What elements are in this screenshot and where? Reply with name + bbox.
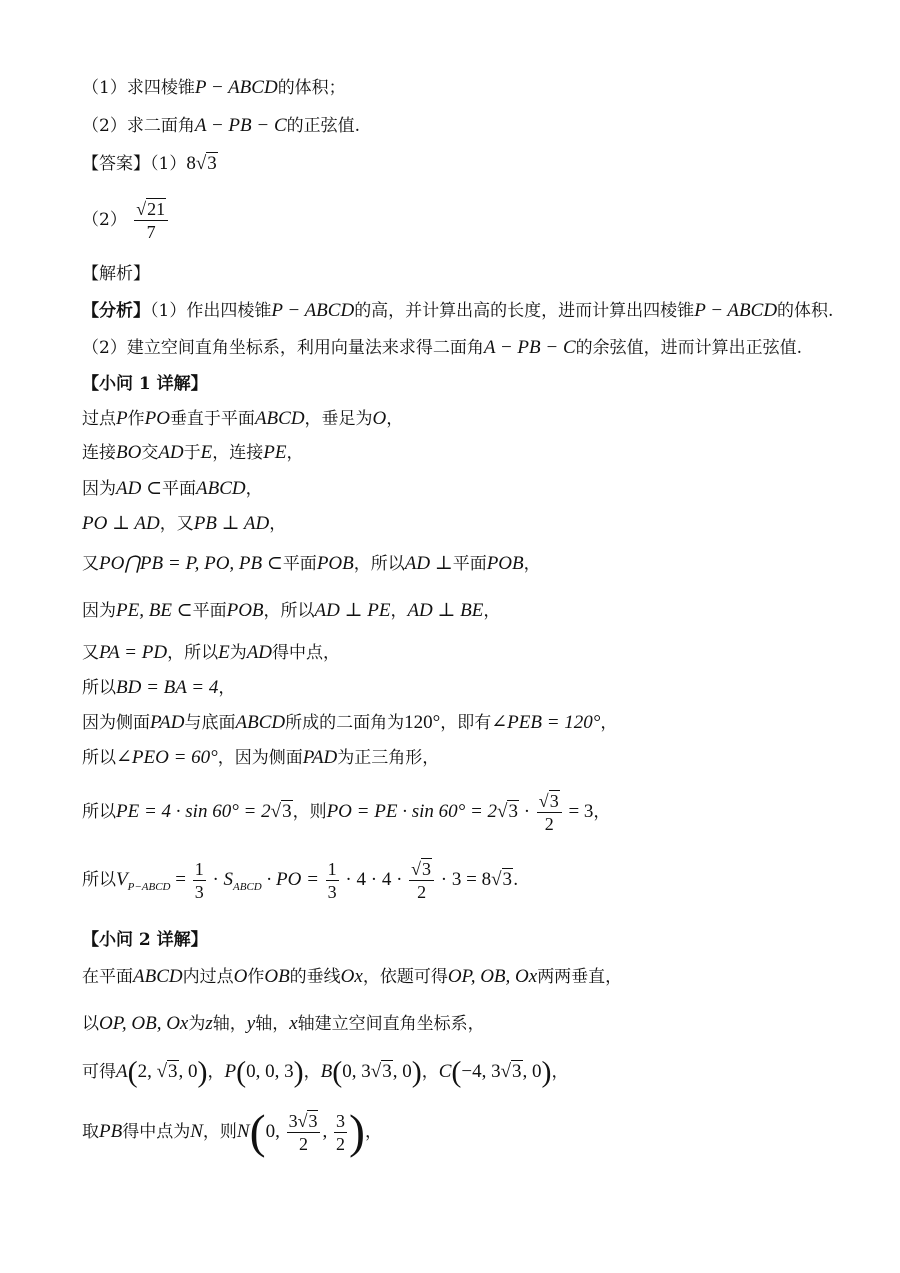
- math-symbol: [287, 1110, 321, 1133]
- math-symbol: ): [541, 1055, 552, 1089]
- text-fragment: 3: [335, 1111, 345, 1131]
- text-fragment: C: [438, 1061, 452, 1082]
- step-8: [82, 676, 235, 700]
- text-fragment: AD ⊂: [116, 478, 162, 499]
- text-fragment: ，则: [202, 1122, 237, 1142]
- text-fragment: OP, OB, Ox: [99, 1013, 189, 1034]
- text-fragment: ，: [386, 409, 404, 429]
- text-fragment: 过点: [82, 409, 116, 429]
- text-fragment: 【分析】: [82, 301, 150, 321]
- text-fragment: 所以: [82, 748, 116, 768]
- text-fragment: ，: [390, 601, 408, 621]
- text-fragment: ∠PEO = 60°: [116, 747, 218, 768]
- text-fragment: PAD: [302, 747, 338, 768]
- text-fragment: ABCD: [235, 712, 286, 733]
- step-11: [82, 788, 610, 836]
- text-fragment: A − PB − C: [483, 337, 576, 358]
- text-fragment: z: [205, 1013, 213, 1034]
- text-fragment: 因为: [82, 479, 116, 499]
- step-5: [82, 552, 541, 576]
- text-fragment: ，所以: [353, 554, 405, 574]
- math-symbol: ): [348, 1105, 365, 1159]
- text-fragment: P: [116, 408, 128, 429]
- text-fragment: , 0: [392, 1061, 412, 1082]
- text-fragment: 交: [141, 443, 159, 463]
- text-fragment: A − PB − C: [194, 115, 287, 136]
- step-1: [82, 407, 403, 431]
- text-fragment: 3: [327, 882, 337, 902]
- sqrt: √3: [538, 791, 559, 811]
- text-fragment: ，因为侧面: [217, 748, 303, 768]
- text-fragment: PE = 4 · sin 60° = 2: [116, 801, 271, 822]
- text-fragment: 3: [508, 801, 518, 822]
- text-fragment: O: [372, 408, 387, 429]
- math-symbol: (: [332, 1055, 343, 1089]
- text-fragment: =: [170, 869, 191, 890]
- sqrt: √3: [500, 1061, 522, 1082]
- step2-3: [82, 1052, 569, 1093]
- text-fragment: 又: [82, 554, 99, 574]
- text-fragment: ，: [218, 678, 236, 698]
- text-fragment: ABCD: [196, 478, 246, 499]
- text-fragment: x: [289, 1013, 298, 1034]
- text-fragment: AD: [158, 442, 184, 463]
- text-fragment: ABCD: [133, 966, 183, 987]
- text-fragment: ，: [593, 802, 611, 822]
- text-fragment: POB: [226, 600, 264, 621]
- sqrt: √3: [411, 859, 432, 879]
- text-fragment: 的正弦值.: [286, 116, 361, 136]
- text-fragment: 3: [422, 859, 432, 879]
- text-fragment: · PO =: [261, 869, 324, 890]
- sqrt: √3: [195, 153, 217, 174]
- text-fragment: 3: [502, 869, 513, 890]
- text-fragment: 于: [183, 443, 201, 463]
- text-fragment: PE: [263, 442, 287, 463]
- text-fragment: ，: [303, 1062, 321, 1082]
- text-fragment: 两两垂直，: [537, 967, 623, 987]
- text-fragment: ，: [245, 479, 263, 499]
- text-fragment: PA = PD: [99, 642, 168, 663]
- text-fragment: 轴，: [212, 1014, 247, 1034]
- text-fragment: （2）求二面角: [82, 116, 195, 136]
- text-fragment: P−ABCD: [127, 881, 171, 893]
- text-fragment: 3: [194, 882, 204, 902]
- text-fragment: PB ⊥ AD: [193, 513, 270, 534]
- text-fragment: AD: [246, 642, 273, 663]
- text-fragment: 的体积；: [277, 78, 346, 98]
- sqrt: √3: [370, 1061, 392, 1082]
- text-fragment: 2: [335, 1134, 345, 1154]
- math-symbol: ): [293, 1055, 304, 1089]
- step-9: [82, 711, 617, 735]
- text-fragment: BD = BA = 4: [116, 677, 219, 698]
- text-fragment: ,: [322, 1121, 332, 1142]
- text-fragment: 21: [147, 199, 166, 219]
- text-fragment: ·: [518, 801, 535, 822]
- sqrt: √3: [497, 801, 518, 822]
- text-fragment: 的高，并计算出高的长度，进而计算出四棱锥: [354, 301, 695, 321]
- text-fragment: PO⋂PB = P, PO, PB ⊂: [99, 553, 283, 574]
- text-fragment: 2: [544, 814, 554, 834]
- step-10: [82, 746, 439, 770]
- text-fragment: , 0: [522, 1061, 542, 1082]
- text-fragment: P: [224, 1061, 237, 1082]
- text-fragment: 3: [282, 801, 292, 822]
- text-fragment: 2: [299, 1134, 309, 1154]
- text-fragment: PO: [144, 408, 170, 429]
- text-fragment: ∠PEB = 120°: [491, 712, 601, 733]
- text-fragment: 取: [82, 1122, 99, 1142]
- sqrt: √3: [270, 801, 292, 822]
- text-fragment: 1: [327, 859, 337, 879]
- text-fragment: 因为: [82, 601, 116, 621]
- text-fragment: E: [200, 442, 213, 463]
- analysis-label: 【解析】: [82, 264, 150, 284]
- text-fragment: 120°: [404, 712, 441, 733]
- text-fragment: ，所以: [167, 643, 219, 663]
- fenxi-1: [82, 299, 833, 323]
- text-fragment: 得中点，: [272, 643, 341, 663]
- text-fragment: 又: [82, 643, 99, 663]
- text-fragment: 3: [207, 153, 217, 174]
- text-fragment: 0, 0, 3: [246, 1061, 294, 1082]
- text-fragment: 【答案】（1）: [82, 154, 187, 174]
- math-symbol: [134, 198, 168, 221]
- part2-label: 【小问 2 详解】: [82, 930, 208, 950]
- text-fragment: 因为侧面: [82, 713, 150, 733]
- text-fragment: 为: [229, 643, 247, 663]
- text-fragment: PE, BE ⊂: [116, 600, 193, 621]
- text-fragment: BO: [116, 442, 142, 463]
- text-fragment: ，垂足为: [304, 409, 373, 429]
- text-fragment: 所成的二面角为: [285, 713, 405, 733]
- math-symbol: ): [411, 1055, 422, 1089]
- step2-2: [82, 1012, 485, 1036]
- math-symbol: (: [127, 1055, 138, 1089]
- text-fragment: （1）求四棱锥: [82, 78, 195, 98]
- text-fragment: 平面: [452, 554, 487, 574]
- text-fragment: ，: [421, 1062, 439, 1082]
- text-fragment: B: [320, 1061, 333, 1082]
- text-fragment: ·: [207, 869, 224, 890]
- text-fragment: 2,: [137, 1061, 157, 1082]
- text-fragment: = 3: [563, 801, 594, 822]
- text-fragment: 作: [127, 409, 145, 429]
- text-fragment: E: [218, 642, 230, 663]
- text-fragment: ，所以: [263, 601, 315, 621]
- text-fragment: ABCD: [254, 408, 305, 429]
- text-fragment: .: [513, 870, 519, 890]
- text-fragment: S: [223, 869, 234, 890]
- text-fragment: P − ABCD: [194, 77, 278, 98]
- text-fragment: ，依题可得: [362, 967, 448, 987]
- text-fragment: AD ⊥ PE: [314, 600, 391, 621]
- text-fragment: PB: [99, 1121, 123, 1142]
- text-fragment: ，: [523, 554, 541, 574]
- text-fragment: 3: [308, 1111, 318, 1131]
- answer-1: [82, 152, 218, 176]
- text-fragment: 可得: [82, 1062, 116, 1082]
- sqrt: √3: [491, 869, 513, 890]
- text-fragment: 作: [247, 967, 265, 987]
- step-7: [82, 641, 340, 665]
- step-3: [82, 477, 263, 501]
- fraction: [409, 858, 434, 903]
- text-fragment: （2）: [82, 210, 127, 230]
- text-fragment: 8: [186, 153, 196, 174]
- text-fragment: 与底面: [184, 713, 236, 733]
- text-fragment: 平面: [192, 601, 227, 621]
- text-fragment: ，即有: [440, 713, 492, 733]
- text-fragment: 7: [146, 222, 156, 242]
- text-fragment: ，: [269, 514, 287, 534]
- text-fragment: N: [236, 1121, 250, 1142]
- text-fragment: ，: [551, 1062, 569, 1082]
- sqrt: √21: [136, 199, 166, 219]
- fraction: [537, 790, 562, 835]
- text-fragment: P − ABCD: [694, 300, 778, 321]
- fraction: [134, 198, 168, 243]
- step2-4: [82, 1104, 382, 1161]
- text-fragment: 的余弦值，进而计算出正弦值.: [575, 338, 803, 358]
- step-4: [82, 512, 286, 536]
- fraction: [334, 1110, 347, 1155]
- text-fragment: 连接: [82, 443, 116, 463]
- text-fragment: 所以: [82, 802, 116, 822]
- text-fragment: PO ⊥ AD: [82, 513, 160, 534]
- text-fragment: PO = PE · sin 60° = 2: [326, 801, 498, 822]
- text-fragment: ，: [600, 713, 618, 733]
- text-fragment: 3: [382, 1061, 392, 1082]
- text-fragment: AD ⊥ BE: [407, 600, 484, 621]
- text-fragment: 的体积.: [777, 301, 834, 321]
- text-fragment: 在平面: [82, 967, 133, 987]
- text-fragment: 为: [188, 1014, 206, 1034]
- text-fragment: ，: [483, 601, 501, 621]
- text-fragment: 的垂线: [289, 967, 341, 987]
- text-fragment: · 3 = 8: [436, 869, 492, 890]
- text-fragment: P − ABCD: [271, 300, 355, 321]
- text-fragment: 2: [417, 882, 427, 902]
- text-fragment: ，: [286, 443, 304, 463]
- text-fragment: OP, OB, Ox: [447, 966, 538, 987]
- text-fragment: 内过点: [182, 967, 234, 987]
- text-fragment: 所以: [82, 870, 116, 890]
- text-fragment: POB: [486, 553, 524, 574]
- text-fragment: 0,: [265, 1121, 285, 1142]
- text-fragment: 3: [288, 1111, 298, 1131]
- text-fragment: 0, 3: [342, 1061, 371, 1082]
- text-fragment: POB: [316, 553, 354, 574]
- fenxi-2: [82, 336, 802, 360]
- text-fragment: ABCD: [233, 881, 262, 893]
- math-symbol: (: [249, 1105, 266, 1159]
- text-fragment: A: [116, 1061, 128, 1082]
- text-fragment: 3: [512, 1061, 522, 1082]
- text-fragment: −4, 3: [461, 1061, 501, 1082]
- math-symbol: (: [451, 1055, 462, 1089]
- text-fragment: 平面: [162, 479, 196, 499]
- math-symbol: (: [236, 1055, 247, 1089]
- text-fragment: ，连接: [212, 443, 264, 463]
- text-fragment: ，: [207, 1062, 225, 1082]
- text-fragment: （1）作出四棱锥: [150, 301, 272, 321]
- step-6: [82, 599, 500, 623]
- text-fragment: AD ⊥: [404, 553, 453, 574]
- text-fragment: O: [233, 966, 248, 987]
- question-1: [82, 76, 346, 100]
- step2-1: [82, 965, 622, 989]
- text-fragment: （2）建立空间直角坐标系，利用向量法来求得二面角: [82, 338, 484, 358]
- text-fragment: 平面: [282, 554, 317, 574]
- step-2: [82, 441, 303, 465]
- text-fragment: 3: [168, 1061, 178, 1082]
- text-fragment: V: [116, 869, 128, 890]
- step-12: [82, 856, 518, 911]
- math-symbol: ): [197, 1055, 208, 1089]
- sqrt: √3: [297, 1111, 318, 1131]
- text-fragment: PAD: [150, 712, 185, 733]
- text-fragment: 3: [549, 791, 559, 811]
- text-fragment: Ox: [340, 966, 363, 987]
- text-fragment: y: [246, 1013, 256, 1034]
- text-fragment: , 0: [178, 1061, 198, 1082]
- text-fragment: ，: [364, 1122, 382, 1142]
- text-fragment: 为正三角形，: [337, 748, 440, 768]
- text-fragment: N: [190, 1121, 203, 1142]
- fraction: [287, 1110, 321, 1155]
- text-fragment: 所以: [82, 678, 116, 698]
- part1-label: 【小问 1 详解】: [82, 374, 208, 394]
- fraction: [326, 858, 339, 903]
- text-fragment: ，又: [159, 514, 194, 534]
- text-fragment: 得中点为: [122, 1122, 191, 1142]
- math-symbol: [537, 790, 562, 813]
- answer-2: [82, 198, 170, 243]
- text-fragment: 垂直于平面: [169, 409, 255, 429]
- text-fragment: 轴建立空间直角坐标系，: [297, 1014, 485, 1034]
- text-fragment: 1: [194, 859, 204, 879]
- text-fragment: ，则: [292, 802, 327, 822]
- math-symbol: [409, 858, 434, 881]
- text-fragment: 以: [82, 1014, 99, 1034]
- sqrt: √3: [156, 1061, 178, 1082]
- text-fragment: · 4 · 4 ·: [340, 869, 408, 890]
- text-fragment: OB: [264, 966, 290, 987]
- text-fragment: 轴，: [255, 1014, 290, 1034]
- fraction: [193, 858, 206, 903]
- question-2: [82, 114, 360, 138]
